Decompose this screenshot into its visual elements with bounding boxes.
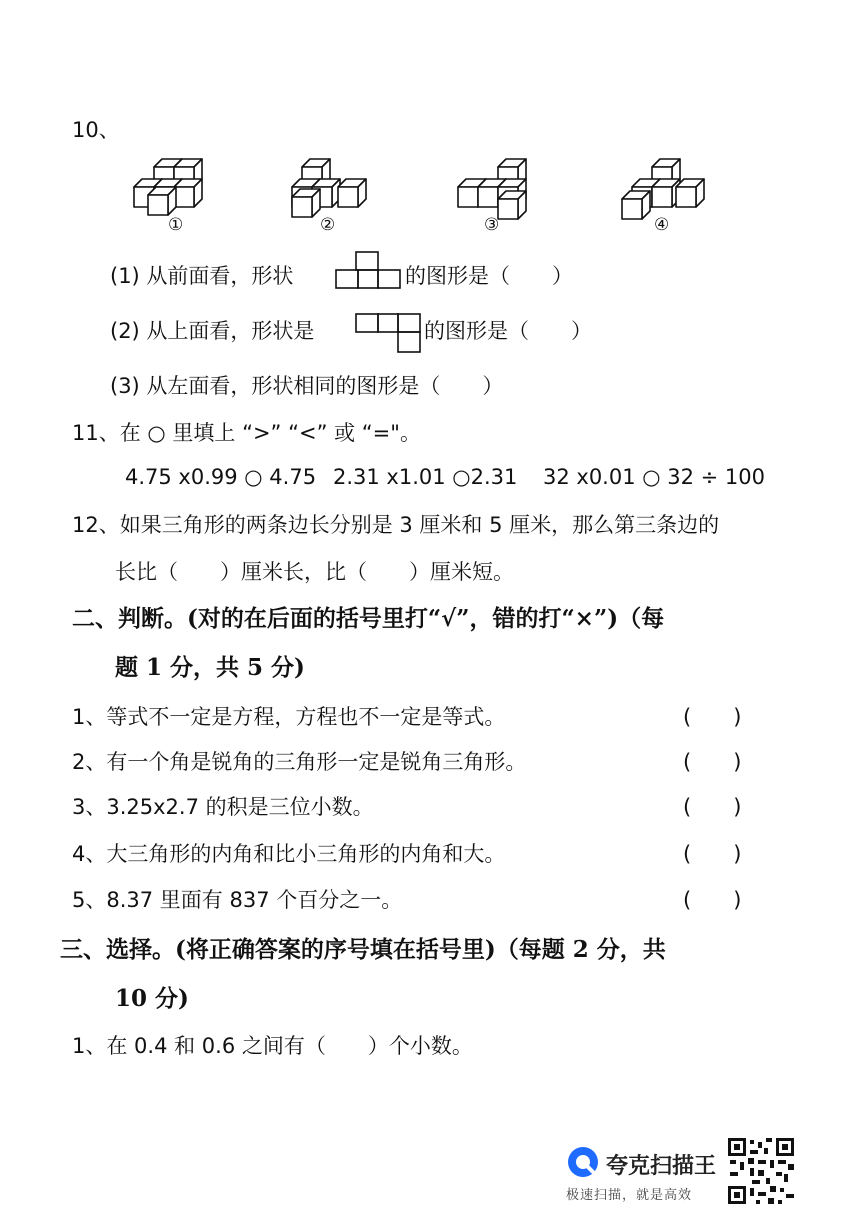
judge-item-4: 4、大三角形的内角和比小三角形的内角和大。 — [72, 842, 506, 866]
judge-paren-3[interactable]: ( ) — [683, 795, 742, 819]
cube-figures — [0, 0, 860, 250]
section2-title-line1: 二、判断。(对的在后面的括号里打“√”，错的打“×”)（每 — [72, 605, 665, 632]
top-view-shape — [354, 312, 424, 354]
section3-title-line2: 10 分) — [115, 985, 189, 1012]
q12-line2: 长比（ ）厘米长，比（ ）厘米短。 — [115, 560, 514, 584]
q12-line1: 12、如果三角形的两条边长分别是 3 厘米和 5 厘米，那么第三条边的 — [72, 513, 720, 537]
brand-name: 夸克扫描王 — [606, 1154, 717, 1179]
front-view-shape — [334, 250, 404, 290]
q10-sub2-prefix: (2) 从上面看，形状是 — [110, 319, 315, 343]
q11-text: 11、在 ○ 里填上 “>” “<” 或 “="。 — [72, 421, 421, 445]
figure-3 — [458, 159, 526, 219]
section3-title-line1: 三、选择。(将正确答案的序号填在括号里)（每题 2 分，共 — [60, 936, 666, 963]
brand-slogan: 极速扫描，就是高效 — [566, 1188, 693, 1203]
q10-sub1-prefix: (1) 从前面看，形状 — [110, 264, 294, 288]
q10-sub3: (3) 从左面看，形状相同的图形是（ ） — [110, 374, 504, 398]
q10-sub2-suffix: 的图形是（ ） — [424, 319, 592, 343]
figure-label-1: ① — [168, 215, 184, 235]
judge-paren-2[interactable]: ( ) — [683, 750, 742, 774]
choice-q1: 1、在 0.4 和 0.6 之间有（ ）个小数。 — [72, 1034, 473, 1058]
figure-1 — [134, 159, 202, 215]
q11-expr-3: 32 x0.01 ○ 32 ÷ 100 — [543, 465, 766, 489]
judge-paren-1[interactable]: ( ) — [683, 705, 742, 729]
q11-expr-2: 2.31 x1.01 ○2.31 — [333, 465, 518, 489]
figure-2 — [292, 159, 366, 217]
judge-item-3: 3、3.25x2.7 的积是三位小数。 — [72, 795, 374, 819]
judge-paren-5[interactable]: ( ) — [683, 888, 742, 912]
figure-label-3: ③ — [484, 215, 500, 235]
figure-4 — [622, 159, 704, 219]
judge-item-2: 2、有一个角是锐角的三角形一定是锐角三角形。 — [72, 750, 527, 774]
judge-paren-4[interactable]: ( ) — [683, 842, 742, 866]
brand-logo-icon — [566, 1145, 600, 1179]
qr-code-icon — [728, 1138, 794, 1204]
figure-label-4: ④ — [654, 215, 670, 235]
q10-sub1-suffix: 的图形是（ ） — [405, 264, 573, 288]
judge-item-5: 5、8.37 里面有 837 个百分之一。 — [72, 888, 403, 912]
figure-label-2: ② — [320, 215, 336, 235]
q11-expr-1: 4.75 x0.99 ○ 4.75 — [125, 465, 317, 489]
section2-title-line2: 题 1 分，共 5 分) — [115, 654, 305, 681]
judge-item-1: 1、等式不一定是方程，方程也不一定是等式。 — [72, 705, 506, 729]
q10-number: 10、 — [72, 118, 120, 142]
